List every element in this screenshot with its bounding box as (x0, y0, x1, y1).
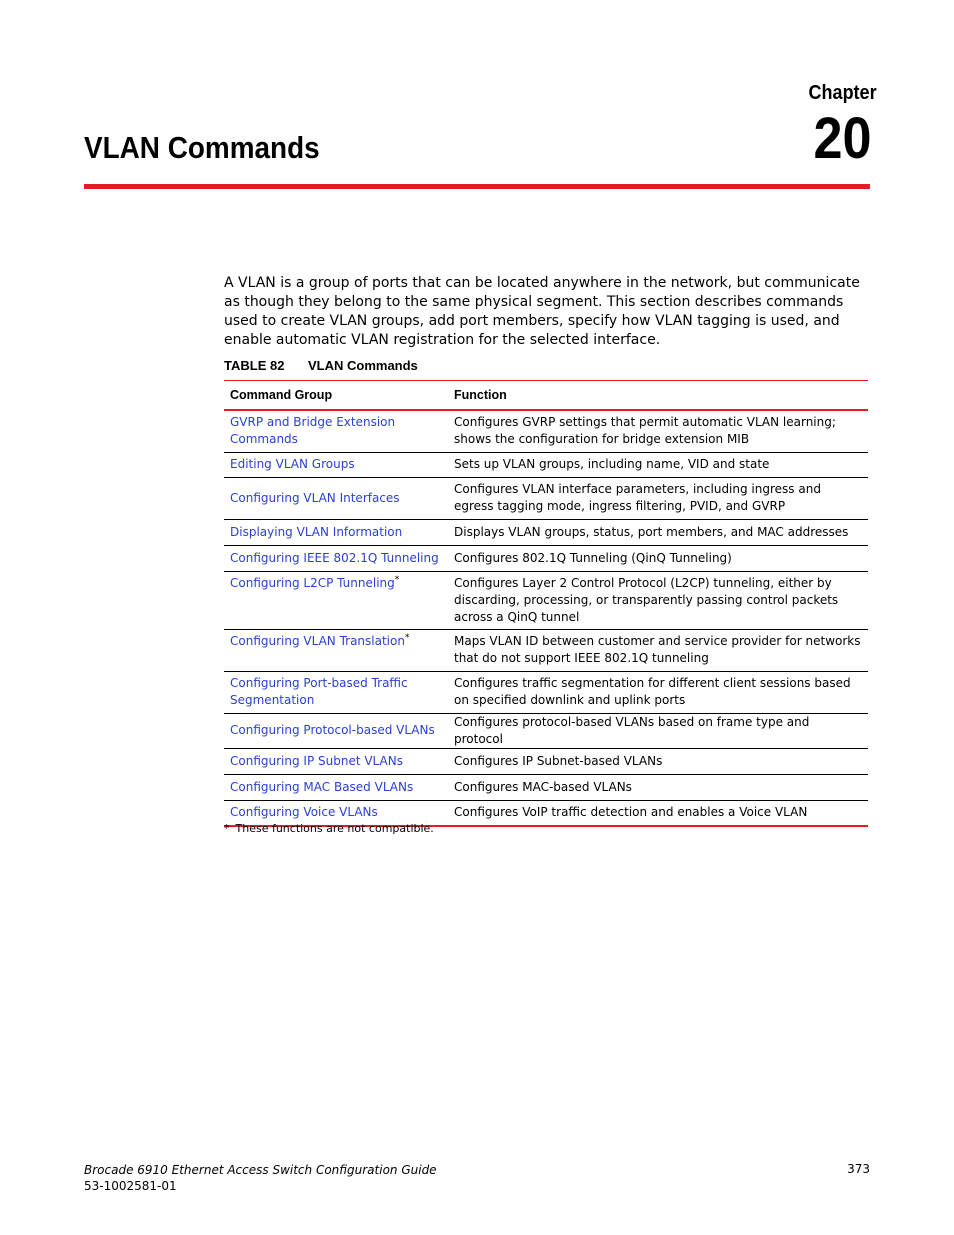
table-caption-label: TABLE 82 (224, 358, 285, 373)
command-group-link[interactable]: Configuring MAC Based VLANs (230, 779, 414, 794)
command-group-link[interactable]: Configuring VLAN Interfaces (230, 490, 400, 505)
chapter-label: Chapter (808, 82, 877, 104)
command-group-link[interactable]: Configuring IP Subnet VLANs (230, 753, 403, 768)
table-row (224, 774, 868, 800)
table-body (224, 410, 868, 826)
command-group-cell (224, 774, 448, 800)
vlan-commands-table (224, 380, 868, 827)
command-group-cell (224, 519, 448, 545)
table-row (224, 545, 868, 571)
table-header-row (224, 381, 868, 411)
table-row (224, 571, 868, 629)
command-group-link[interactable]: Configuring Voice VLANs (230, 805, 378, 820)
command-group-cell (224, 452, 448, 477)
command-group-cell (224, 545, 448, 571)
table-row (224, 629, 868, 671)
table-row (224, 713, 868, 748)
chapter-number: 20 (813, 106, 872, 171)
command-group-cell (224, 477, 448, 519)
table-caption (224, 358, 418, 373)
command-group-cell (224, 629, 448, 671)
column-header-command-group: Command Group (224, 381, 448, 411)
command-group-cell (224, 748, 448, 774)
table-row (224, 452, 868, 477)
command-group-link[interactable]: Configuring Protocol-based VLANs (230, 723, 435, 737)
function-cell: Displays VLAN groups, status, port members, and MAC addresses (448, 519, 868, 545)
command-group-link[interactable]: GVRP and Bridge Extension Commands (230, 415, 396, 447)
function-cell: Configures MAC-based VLANs (448, 774, 868, 800)
chapter-title-rule (84, 184, 870, 189)
command-group-cell (224, 713, 448, 748)
function-cell: Maps VLAN ID between customer and service provider for networks that do not support IEEE 802.1Q tunneling (448, 629, 868, 671)
function-cell: Configures GVRP settings that permit automatic VLAN learning; shows the configuration for bridge extension MIB (448, 410, 868, 452)
function-cell: Configures VoIP traffic detection and enables a Voice VLAN (448, 800, 868, 826)
column-header-function: Function (448, 381, 868, 411)
footnote-marker: * (394, 574, 400, 585)
intro-paragraph: A VLAN is a group of ports that can be located anywhere in the network, but communicate as though they belong to the same physical segment. This section describes commands used to create VLAN groups, add port members, specify how VLAN tagging is used, and enable automatic VLAN registration for the selected interface. (224, 275, 860, 348)
command-group-link[interactable]: Configuring IEEE 802.1Q Tunneling (230, 550, 439, 565)
chapter-title: VLAN Commands (84, 130, 320, 165)
function-cell: Configures VLAN interface parameters, including ingress and egress tagging mode, ingress filtering, PVID, and GVRP (448, 477, 868, 519)
table-footnote (224, 822, 434, 835)
table-row (224, 671, 868, 713)
table-caption-title: VLAN Commands (308, 358, 418, 373)
function-cell: Configures IP Subnet-based VLANs (448, 748, 868, 774)
function-cell: Configures Layer 2 Control Protocol (L2CP) tunneling, either by discarding, processing, or transparently passing control packets across a QinQ tunnel (448, 571, 868, 629)
function-cell: Configures 802.1Q Tunneling (QinQ Tunneling) (448, 545, 868, 571)
table-row (224, 519, 868, 545)
command-group-cell (224, 410, 448, 452)
function-cell: Configures protocol-based VLANs based on frame type and protocol (448, 713, 868, 748)
command-group-link[interactable]: Configuring L2CP Tunneling (230, 575, 395, 590)
footer-document-number: 53-1002581-01 (84, 1179, 177, 1193)
footer-document-title: Brocade 6910 Ethernet Access Switch Configuration Guide (84, 1163, 437, 1177)
function-cell: Sets up VLAN groups, including name, VID and state (448, 452, 868, 477)
table-row (224, 477, 868, 519)
page-footer (84, 1162, 437, 1194)
footnote-marker: * (404, 632, 410, 643)
command-group-link[interactable]: Displaying VLAN Information (230, 524, 403, 539)
command-group-cell (224, 571, 448, 629)
table-row (224, 410, 868, 452)
function-cell: Configures traffic segmentation for different client sessions based on specified downlink and uplink ports (448, 671, 868, 713)
command-group-link[interactable]: Configuring VLAN Translation (230, 633, 405, 648)
footnote-text: These functions are not compatible. (235, 822, 434, 835)
command-group-cell (224, 671, 448, 713)
command-group-link[interactable]: Editing VLAN Groups (230, 457, 355, 471)
footnote-mark: * (224, 822, 230, 835)
footer-page-number: 373 (847, 1162, 870, 1176)
command-group-link[interactable]: Configuring Port-based Traffic Segmentation (230, 676, 408, 707)
table-row (224, 748, 868, 774)
